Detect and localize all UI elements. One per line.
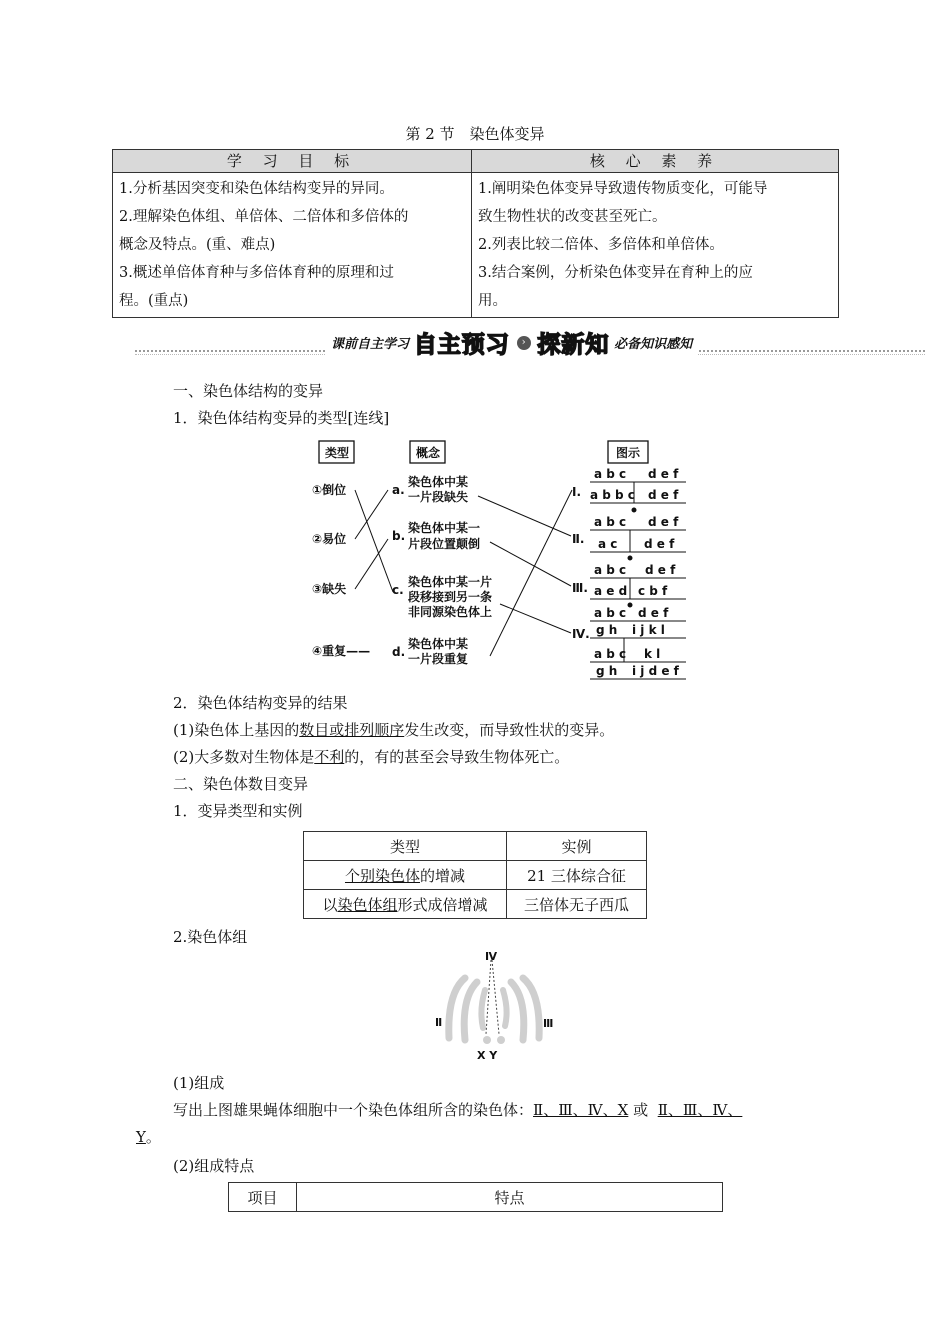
type-label: ④重复—— xyxy=(312,644,371,658)
table-cell: 以染色体组形式成倍增减 xyxy=(304,890,507,919)
diagram-header-type: 类型 xyxy=(324,446,350,460)
figure-IV xyxy=(590,606,686,679)
svg-text:a b c: a b c xyxy=(594,563,627,577)
concept-letter: b. xyxy=(392,529,406,543)
section-heading: 一、染色体结构的变异 xyxy=(173,382,324,400)
svg-text:c b f: c b f xyxy=(638,584,668,598)
figure-III xyxy=(590,563,686,607)
question-line: 写出上图雄果蝇体细胞中一个染色体组所含的染色体：Ⅱ、Ⅲ、Ⅳ、X 或 Ⅱ、Ⅲ、Ⅳ、 xyxy=(173,1101,743,1119)
concept-line: 染色体中某一片 xyxy=(408,575,493,589)
section-heading: 二、染色体数目变异 xyxy=(173,775,309,793)
table-cell: 21 三体综合征 xyxy=(507,861,647,890)
sub-heading: 2．染色体结构变异的结果 xyxy=(173,694,348,712)
objective-line: 3.概述单倍体育种与多倍体育种的原理和过 xyxy=(119,265,394,281)
sub-heading: 2.染色体组 xyxy=(173,928,248,946)
sub-heading: 1．染色体结构变异的类型[连线] xyxy=(173,409,390,427)
question-line-end: Y。 xyxy=(136,1128,161,1146)
objectives-table xyxy=(112,149,839,318)
type-label: ②易位 xyxy=(312,532,347,546)
svg-text:a c: a c xyxy=(598,537,618,551)
objectives-head-right: 核 心 素 养 xyxy=(472,150,839,173)
type-label: ③缺失 xyxy=(312,582,347,596)
concept-line: 非同源染色体上 xyxy=(408,605,493,619)
svg-text:d e f: d e f xyxy=(644,537,675,551)
banner-left: 课前自主学习 xyxy=(331,337,410,352)
table-header: 类型 xyxy=(304,832,507,861)
literacy-line: 2.列表比较二倍体、多倍体和单倍体。 xyxy=(478,237,724,253)
figure-I xyxy=(590,467,686,512)
literacy-line: 1.阐明染色体变异导致遗传物质变化，可能导 xyxy=(478,181,768,197)
svg-text:d e f: d e f xyxy=(648,488,679,502)
concept-letter: c. xyxy=(392,583,404,597)
diagram-header-figure: 图示 xyxy=(615,446,641,460)
svg-text:d e f: d e f xyxy=(645,563,676,577)
arrow-icon: › xyxy=(517,336,531,350)
objective-line: 概念及特点。(重、难点) xyxy=(119,237,276,253)
concept-line: 一片段重复 xyxy=(408,652,469,666)
objective-line: 1.分析基因突变和染色体结构变异的异同。 xyxy=(119,181,394,197)
banner-title-2: 探新知 xyxy=(537,332,610,358)
svg-text:d e f: d e f xyxy=(638,606,669,620)
svg-text:a b c: a b c xyxy=(594,647,627,661)
svg-text:d e f: d e f xyxy=(648,515,679,529)
table-cell: 三倍体无子西瓜 xyxy=(507,890,647,919)
figure-label: Ⅰ. xyxy=(572,485,582,499)
concept-line: 一片段缺失 xyxy=(408,490,469,504)
svg-text:g h: g h xyxy=(596,623,618,637)
page-title: 第 2 节 染色体变异 xyxy=(405,125,545,143)
concept-letter: a. xyxy=(392,483,405,497)
literacy-line: 用。 xyxy=(478,293,507,309)
objectives-head-left: 学 习 目 标 xyxy=(113,150,472,173)
svg-text:g h: g h xyxy=(596,664,618,678)
banner-right: 必备知识感知 xyxy=(614,337,693,352)
sub-heading: (2)组成特点 xyxy=(173,1157,255,1175)
number-variation-table xyxy=(303,831,647,919)
figure-II xyxy=(590,515,686,560)
figure-label: Ⅲ. xyxy=(572,581,588,595)
chromosome-label-iv: Ⅳ xyxy=(485,950,498,963)
concept-line: 片段位置颠倒 xyxy=(408,537,481,551)
sub-heading: (1)组成 xyxy=(173,1074,225,1092)
svg-text:a b c: a b c xyxy=(594,606,627,620)
literacy-line: 致生物性状的改变甚至死亡。 xyxy=(478,209,667,225)
fruit-fly-chromosome-figure xyxy=(425,948,565,1063)
concept-letter: d. xyxy=(392,645,406,659)
literacy-line: 3.结合案例，分析染色体变异在育种上的应 xyxy=(478,265,753,281)
banner-title-1: 自主预习 xyxy=(413,332,510,358)
svg-text:i j k l: i j k l xyxy=(632,623,665,637)
diagram-header-concept: 概念 xyxy=(415,446,441,460)
chromosome-label-iii: Ⅲ xyxy=(543,1017,554,1030)
objective-line: 2.理解染色体组、单倍体、二倍体和多倍体的 xyxy=(119,209,409,225)
svg-text:a b c: a b c xyxy=(594,515,627,529)
table-header: 实例 xyxy=(507,832,647,861)
svg-text:d e f: d e f xyxy=(648,467,679,481)
concept-line: 染色体中某一 xyxy=(408,521,481,535)
chromosome-label-xy: X Y xyxy=(477,1049,498,1062)
svg-text:a b b c: a b b c xyxy=(590,488,635,502)
svg-text:k l: k l xyxy=(644,647,661,661)
concept-line: 段移接到另一条 xyxy=(408,590,493,604)
concept-line: 染色体中某 xyxy=(408,475,469,489)
section-banner xyxy=(0,326,950,358)
objective-line: 程。(重点) xyxy=(119,293,189,309)
figure-label: Ⅳ. xyxy=(572,627,590,641)
result-1: (1)染色体上基因的数目或排列顺序发生改变，而导致性状的变异。 xyxy=(173,721,615,739)
composition-table xyxy=(228,1182,723,1212)
svg-text:i j d e f: i j d e f xyxy=(632,664,679,678)
concept-line: 染色体中某 xyxy=(408,637,469,651)
objectives-left xyxy=(113,173,472,318)
table-header: 项目 xyxy=(229,1183,297,1212)
chromosome-label-ii: Ⅱ xyxy=(435,1016,443,1029)
objectives-right xyxy=(472,173,839,318)
sub-heading: 1．变异类型和实例 xyxy=(173,802,303,820)
type-label: ①倒位 xyxy=(312,483,347,497)
svg-text:a b c: a b c xyxy=(594,467,627,481)
structure-variation-diagram xyxy=(300,436,690,686)
table-header: 特点 xyxy=(297,1183,723,1212)
result-2: (2)大多数对生物体是不利的，有的甚至会导致生物体死亡。 xyxy=(173,748,570,766)
figure-label: Ⅱ. xyxy=(572,532,585,546)
svg-text:a e d: a e d xyxy=(594,584,628,598)
table-cell: 个别染色体的增减 xyxy=(304,861,507,890)
